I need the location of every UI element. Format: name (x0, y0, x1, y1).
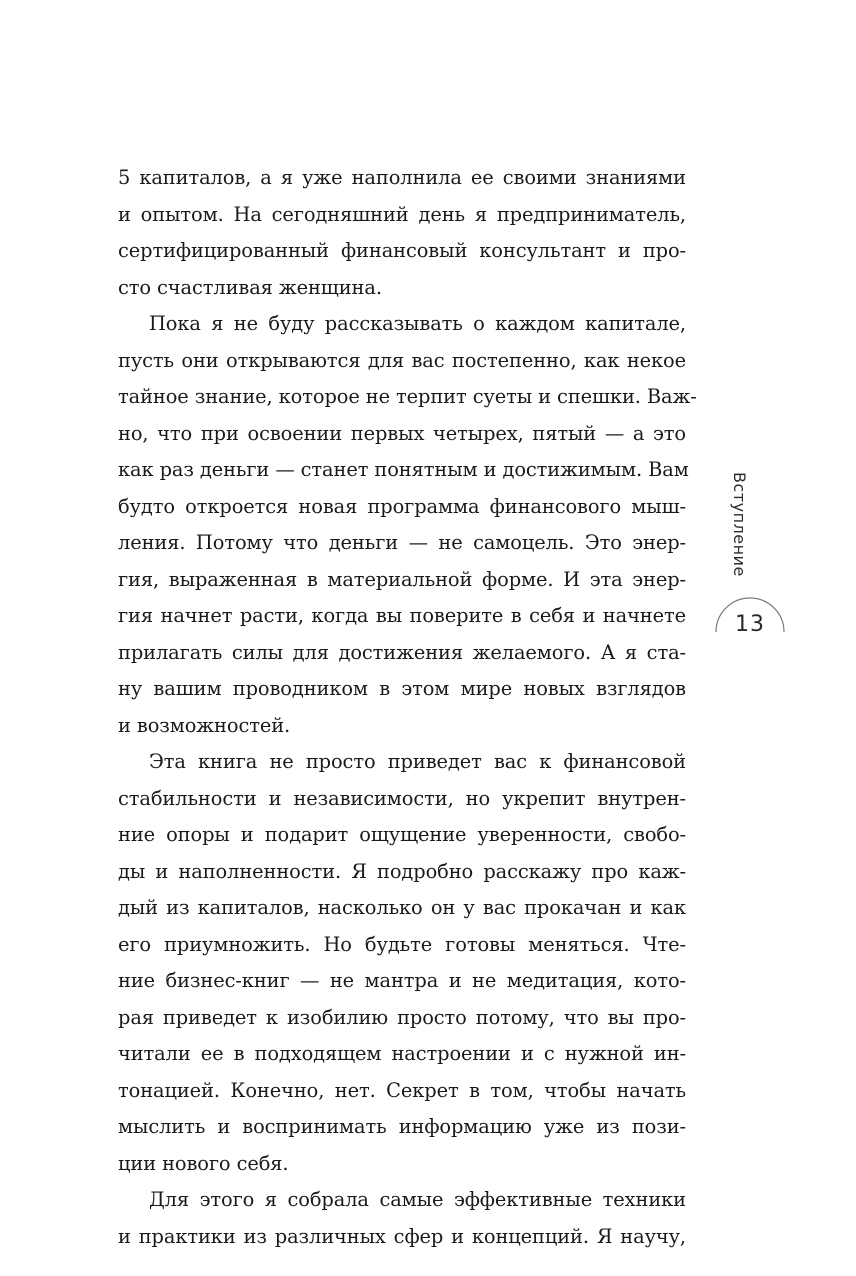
text-line: ления. Потому что деньги — не самоцель. Это энер- (118, 531, 686, 554)
text-line: читали ее в подходящем настроении и с нужной ин- (118, 1042, 686, 1065)
text-line: Эта книга не просто приведет вас к финансовой (149, 750, 686, 773)
text-line: рая приведет к изобилию просто потому, что вы про- (118, 1005, 686, 1029)
text-line: 5 капиталов, а я уже наполнила ее своими знаниями (118, 166, 686, 189)
text-line: ние бизнес-книг — не мантра и не медитация, кото- (118, 969, 686, 992)
text-line: сертифицированный финансовый консультант и про- (118, 239, 686, 262)
text-line: ние опоры и подарит ощущение уверенности, свобо- (118, 823, 686, 846)
text-line: ну вашим проводником в этом мире новых взглядов (118, 677, 686, 700)
text-line: его приумножить. Но будьте готовы меняться. Чте- (118, 932, 686, 956)
text-line: и возможностей. (118, 713, 291, 737)
text-line: Пока я не буду рассказывать о каждом капитале, (149, 312, 686, 335)
text-line: тайное знание, которое не терпит суеты и спешки. Важ- (118, 385, 697, 408)
text-line: сто счастливая женщина. (118, 275, 382, 299)
text-line: ции нового себя. (118, 1151, 289, 1175)
text-line: пусть они открываются для вас постепенно, как некое (118, 348, 686, 372)
text-line: но, что при освоении первых четырех, пятый — а это (118, 421, 686, 445)
text-line: как раз деньги — станет понятным и достижимым. Вам (118, 458, 689, 481)
text-line: и практики из различных сфер и концепций. Я научу, (118, 1224, 686, 1248)
text-line: тонацией. Конечно, нет. Секрет в том, чтобы начать (118, 1078, 686, 1102)
running-header-section-title: Вступление (730, 472, 749, 577)
page-number: 13 (735, 612, 765, 637)
text-line: ды и наполненности. Я подробно расскажу про каж- (118, 859, 686, 883)
text-line: гия начнет расти, когда вы поверите в себя и начнете (118, 604, 686, 627)
text-line: дый из капиталов, насколько он у вас прокачан и как (118, 896, 686, 919)
text-line: Для этого я собрала самые эффективные техники (149, 1188, 686, 1211)
text-line: прилагать силы для достижения желаемого. А я ста- (118, 640, 686, 664)
body-text (118, 160, 697, 1255)
text-line: гия, выраженная в материальной форме. И эта энер- (118, 567, 686, 591)
text-line: будто откроется новая программа финансового мыш- (118, 494, 686, 518)
text-line: и опытом. На сегодняшний день я предприниматель, (118, 202, 686, 226)
text-line: стабильности и независимости, но укрепит внутрен- (118, 786, 686, 810)
text-line: мыслить и воспринимать информацию уже из пози- (118, 1115, 686, 1138)
